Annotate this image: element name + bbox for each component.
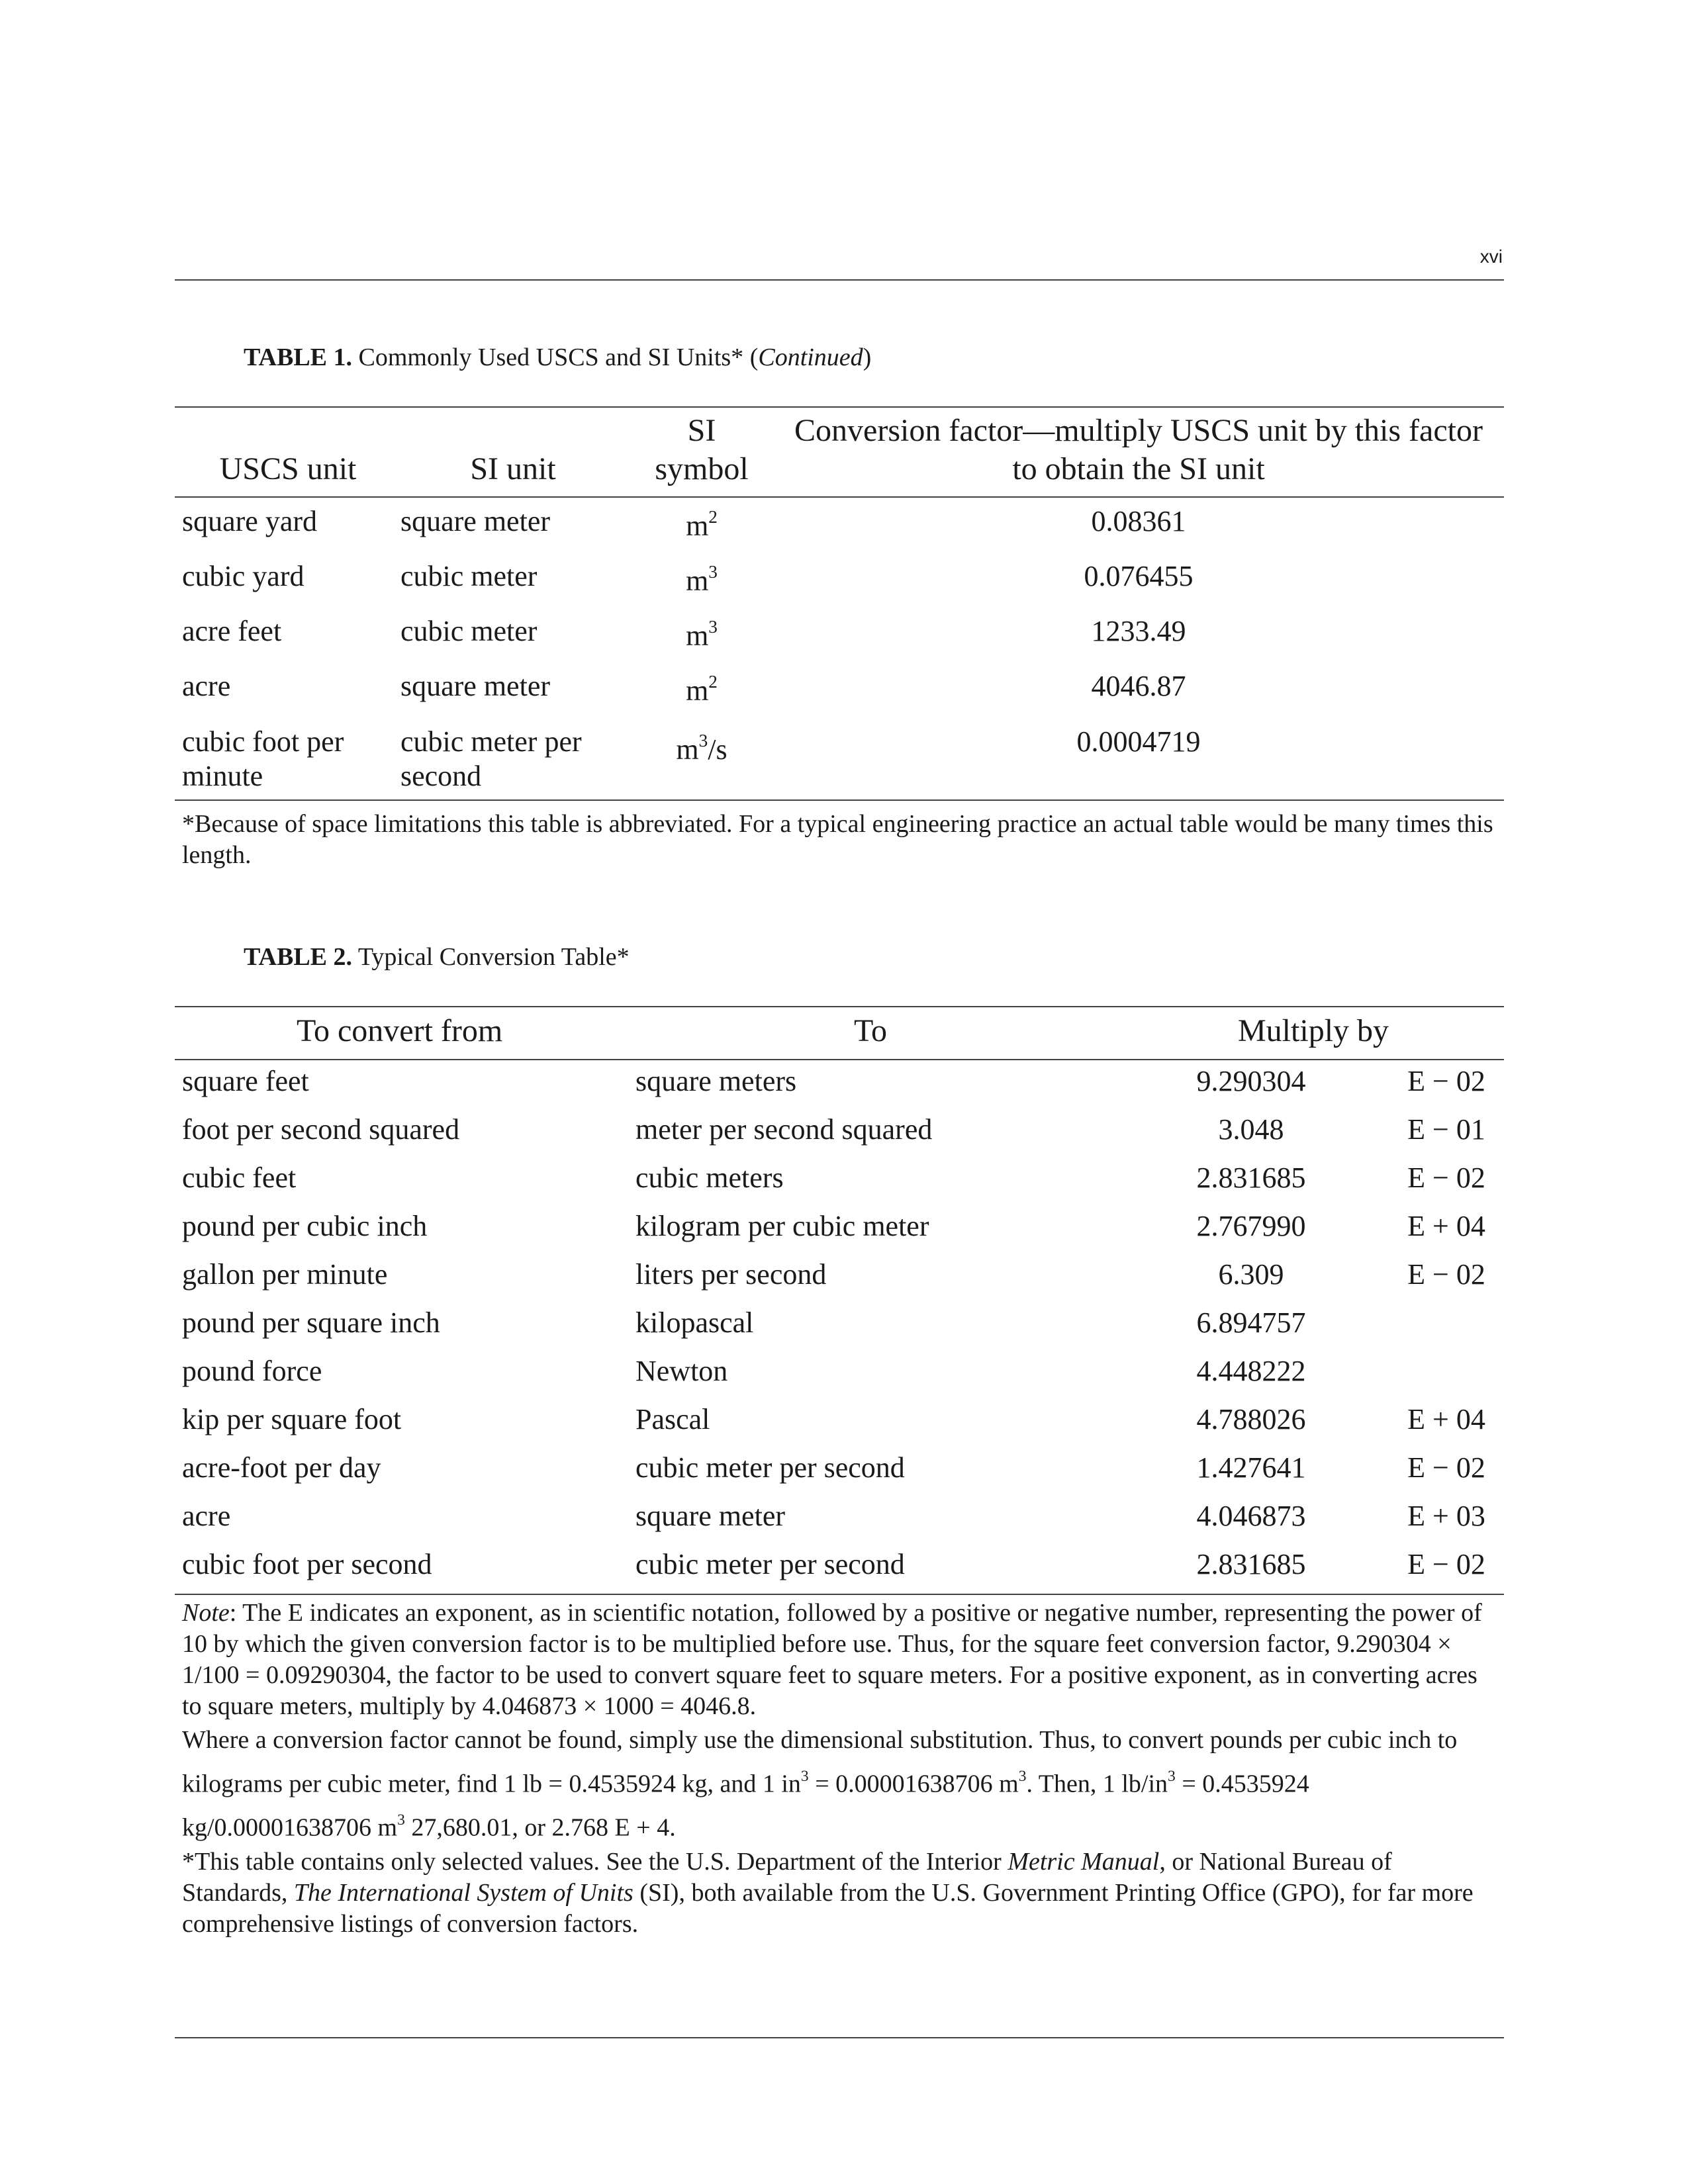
table2-cell-value: 1.427641: [1196, 1451, 1306, 1484]
table2-header-rule: [175, 1059, 1504, 1060]
table2-header-from: To convert from: [297, 1013, 503, 1048]
table2-cell-to: Pascal: [635, 1403, 710, 1435]
table2-cell-value: 6.309: [1218, 1258, 1284, 1291]
table1-header-rule: [175, 496, 1504, 498]
table2-cell-from: square feet: [182, 1065, 309, 1097]
table1-cell-factor: 1233.49: [1091, 615, 1186, 647]
note-text: = 0.00001638706 m: [808, 1770, 1019, 1798]
si-line: cubic meter per: [400, 725, 582, 758]
table2-cell-exponent: E + 03: [1407, 1500, 1485, 1532]
table2-cell-value: 3.048: [1218, 1113, 1284, 1146]
table2-cell-value: 4.788026: [1196, 1403, 1306, 1435]
table1-cell-factor: 4046.87: [1091, 670, 1186, 702]
table1-cell-symbol: [635, 731, 768, 766]
table1-header-si: SI unit: [470, 451, 556, 486]
table1-cell-symbol: [635, 617, 768, 653]
table1-cell-symbol: [635, 562, 768, 598]
table1-cell-si: [400, 725, 582, 794]
symbol-exponent: 2: [708, 507, 718, 527]
table2-cell-exponent: E − 01: [1407, 1113, 1485, 1146]
note-text: Where a conversion factor cannot be found, simply use the dimensional substitution. Thus, to convert pounds per cubic inch to kilograms per cubic meter, find 1 lb = 0.4535924 kg, and 1 in: [182, 1726, 1458, 1798]
table2-cell-to: kilogram per cubic meter: [635, 1210, 929, 1242]
table1-cell-uscs: acre feet: [182, 615, 282, 647]
table1-caption-label: TABLE 1.: [244, 343, 353, 371]
table2-cell-to: kilopascal: [635, 1306, 754, 1339]
table1-header-factor-line1: Conversion factor—multiply USCS unit by this factor: [794, 413, 1483, 448]
table2-cell-to: liters per second: [635, 1258, 827, 1291]
table2-caption-label: TABLE 2.: [244, 943, 353, 971]
table2-cell-value: 4.046873: [1196, 1500, 1306, 1532]
table2-cell-to: cubic meters: [635, 1161, 784, 1194]
table2-cell-from: gallon per minute: [182, 1258, 388, 1291]
table1-cell-si: cubic meter: [400, 560, 538, 592]
table1-bottom-rule: [175, 799, 1504, 801]
table1-header-symbol-line2: symbol: [655, 451, 749, 486]
note-text: : The E indicates an exponent, as in scientific notation, followed by a positive or negative number, representing the power of 10 by which the given conversion factor is to be multiplied before use. Thus, for the square feet conversion factor, 9.290304 × 1/100 = 0.09290304, the factor to be used to convert square feet to square meters. For a positive exponent, as in converting acres to square meters, multiply by 4.046873 × 1000 = 4046.8.: [182, 1599, 1482, 1720]
table1-header-factor: [774, 412, 1503, 488]
symbol-exponent: 3: [708, 562, 718, 582]
note-text: = 0.4535924 kg/0.00001638706 m: [182, 1770, 1309, 1842]
table1-cell-uscs: acre: [182, 670, 231, 702]
table2-cell-to: square meter: [635, 1500, 785, 1532]
table2-cell-to: cubic meter per second: [635, 1548, 905, 1580]
table1-top-rule: [175, 406, 1504, 408]
table2-cell-from: foot per second squared: [182, 1113, 460, 1146]
table1-cell-si: square meter: [400, 505, 550, 537]
table1-header-factor-line2: to obtain the SI unit: [1012, 451, 1265, 486]
table2-cell-from: acre: [182, 1500, 231, 1532]
table2-cell-exponent: E + 04: [1407, 1210, 1485, 1242]
table1-caption-text: Commonly Used USCS and SI Units*: [358, 343, 744, 371]
table1-cell-factor: 0.076455: [1084, 560, 1194, 592]
table1-cell-symbol: [635, 507, 768, 543]
note-text: , or National Bureau of Standards,: [182, 1847, 1392, 1907]
note-superscript: 3: [1018, 1768, 1027, 1785]
note-italic: The International System of Units: [293, 1878, 633, 1907]
table1-cell-uscs: square yard: [182, 505, 318, 537]
si-line: second: [400, 760, 482, 792]
table2-top-rule: [175, 1006, 1504, 1007]
note-label: Note: [182, 1599, 230, 1627]
table1-cell-factor: 0.08361: [1091, 505, 1186, 537]
note-text: *This table contains only selected values. See the U.S. Department of the Interior: [182, 1847, 1008, 1876]
table1-cell-factor: 0.0004719: [1076, 725, 1201, 758]
table1-cell-uscs: cubic yard: [182, 560, 305, 592]
table1-header-uscs: USCS unit: [219, 451, 357, 486]
table1-cell-symbol: [635, 672, 768, 707]
table2-cell-to: meter per second squared: [635, 1113, 933, 1146]
symbol-suffix: /s: [708, 733, 727, 766]
symbol-base: m: [686, 510, 709, 543]
page-number: xvi: [1479, 246, 1503, 267]
table2-cell-from: acre-foot per day: [182, 1451, 381, 1484]
note-text: (SI), both available from the U.S. Government Printing Office (GPO), for far more comprehensive listings of conversion factors.: [182, 1878, 1474, 1938]
table2-cell-exponent: E − 02: [1407, 1065, 1485, 1097]
note-text: . Then, 1 lb/in: [1026, 1770, 1168, 1798]
uscs-line: cubic foot per: [182, 725, 344, 758]
table2-cell-exponent: E + 04: [1407, 1403, 1485, 1435]
symbol-exponent: 3: [698, 731, 708, 751]
header-rule: [175, 279, 1504, 281]
table2-cell-to: cubic meter per second: [635, 1451, 905, 1484]
footer-rule: [175, 2037, 1504, 2038]
table2-cell-value: 2.831685: [1196, 1548, 1306, 1580]
symbol-base: m: [686, 619, 709, 653]
symbol-exponent: 2: [708, 672, 718, 692]
table2-cell-from: pound per square inch: [182, 1306, 440, 1339]
symbol-exponent: 3: [708, 617, 718, 637]
table2-cell-exponent: E − 02: [1407, 1451, 1485, 1484]
table2-cell-exponent: E − 02: [1407, 1258, 1485, 1291]
table2-bottom-rule: [175, 1594, 1504, 1595]
table2-cell-value: 6.894757: [1196, 1306, 1306, 1339]
table2-cell-from: cubic foot per second: [182, 1548, 432, 1580]
uscs-line: minute: [182, 760, 263, 792]
note-paragraph: [182, 1598, 1499, 1722]
note-superscript: 3: [800, 1768, 809, 1785]
symbol-base: m: [676, 733, 699, 766]
table2-cell-to: Newton: [635, 1355, 728, 1387]
symbol-base: m: [686, 565, 709, 598]
note-italic: Metric Manual: [1008, 1847, 1160, 1876]
table2-header-multiply: Multiply by: [1238, 1013, 1389, 1048]
caption-paren-open: (: [749, 343, 759, 371]
note-text: 27,680.01, or 2.768 E + 4.: [404, 1813, 676, 1842]
table2-cell-value: 2.831685: [1196, 1161, 1306, 1194]
table2-cell-from: pound per cubic inch: [182, 1210, 428, 1242]
table1-header-symbol-line1: SI: [687, 413, 716, 448]
table2-cell-to: square meters: [635, 1065, 797, 1097]
note-superscript: 3: [397, 1811, 405, 1829]
table2-cell-from: kip per square foot: [182, 1403, 402, 1435]
note-superscript: 3: [1168, 1768, 1176, 1785]
table2-caption-text: Typical Conversion Table*: [357, 943, 630, 971]
table1-cell-uscs: [182, 725, 344, 794]
table1-header-symbol: [635, 412, 768, 488]
table1-cell-si: cubic meter: [400, 615, 538, 647]
table2-cell-from: pound force: [182, 1355, 322, 1387]
table2-note: [182, 1598, 1499, 1940]
table2-header-to: To: [854, 1013, 887, 1048]
table2-cell-value: 9.290304: [1196, 1065, 1306, 1097]
table2-cell-value: 2.767990: [1196, 1210, 1306, 1242]
note-paragraph: [182, 1722, 1499, 1846]
note-paragraph: [182, 1846, 1499, 1940]
symbol-base: m: [686, 674, 709, 707]
table1-caption-continued: Continued: [758, 343, 863, 371]
table2-cell-exponent: E − 02: [1407, 1161, 1485, 1194]
table1-caption: [244, 343, 871, 372]
table1-footnote: *Because of space limitations this table is abbreviated. For a typical engineering practice an actual table would be many times this length.: [182, 810, 1493, 869]
table1-cell-si: square meter: [400, 670, 550, 702]
table2-cell-value: 4.448222: [1196, 1355, 1306, 1387]
table2-cell-from: cubic feet: [182, 1161, 297, 1194]
caption-paren-close: ): [863, 343, 872, 371]
table2-caption: [244, 942, 630, 972]
table2-cell-exponent: E − 02: [1407, 1548, 1485, 1580]
